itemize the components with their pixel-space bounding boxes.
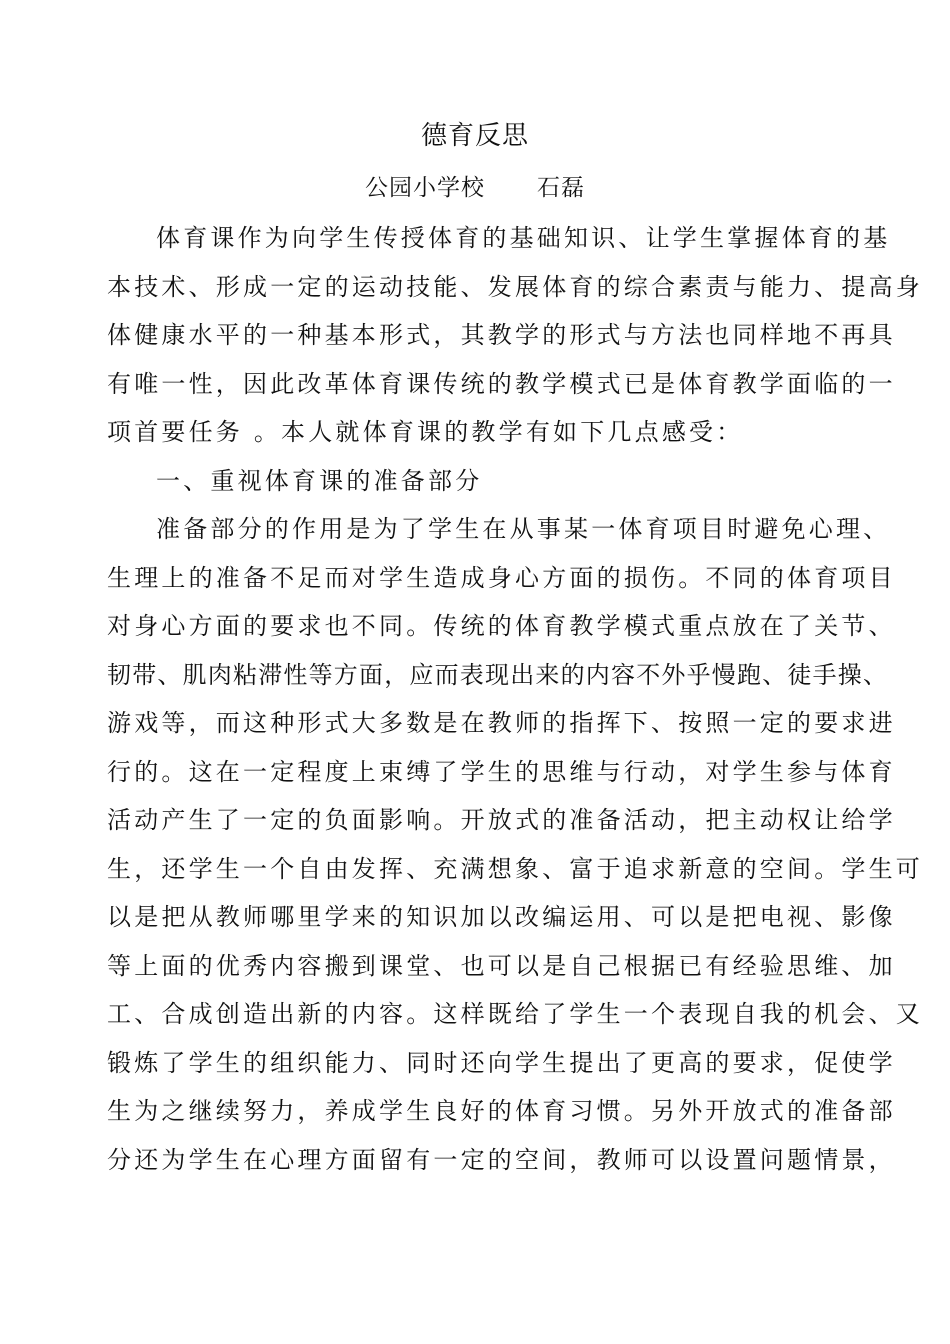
- text-line: 工、合成创造出新的内容。这样既给了学生一个表现自我的机会、又: [107, 1000, 923, 1028]
- text-line: 锻炼了学生的组织能力、同时还向学生提出了更高的要求，促使学: [107, 1048, 896, 1077]
- document-title: 德育反思: [420, 121, 529, 151]
- document-body: [107, 214, 923, 1184]
- text-line: 体健康水平的一种基本形式，其教学的形式与方法也同样地不再具: [107, 321, 896, 349]
- section-heading: 一、重视体育课的准备部分: [156, 466, 483, 495]
- text-line: 分还为学生在心理方面留有一定的空间，教师可以设置问题情景，: [107, 1145, 896, 1174]
- text-line: 行的。这在一定程度上束缚了学生的思维与行动，对学生参与体育: [107, 757, 896, 786]
- text-line: 体育课作为向学生传授体育的基础知识、让学生掌握体育的基: [156, 224, 891, 252]
- text-line: 生，还学生一个自由发挥、充满想象、富于追求新意的空间。学生可: [107, 854, 923, 883]
- text-line: 韧带、肌肉粘滞性等方面，应而表现出来的内容不外乎慢跑、徒手操、: [107, 660, 889, 689]
- author-line: [0, 164, 950, 212]
- text-line: 项首要任务 。本人就体育课的教学有如下几点感受：: [107, 418, 744, 446]
- text-line: 活动产生了一定的负面影响。开放式的准备活动，把主动权让给学: [107, 806, 896, 834]
- text-line: 本技术、形成一定的运动技能、发展体育的综合素责与能力、提高身: [107, 272, 923, 301]
- text-line: 等上面的优秀内容搬到课堂、也可以是自己根据已有经验思维、加: [107, 951, 896, 980]
- author-name: 石磊: [537, 175, 585, 201]
- text-line: 对身心方面的要求也不同。传统的体育教学模式重点放在了关节、: [107, 612, 896, 640]
- text-line: 游戏等，而这种形式大多数是在教师的指挥下、按照一定的要求进: [107, 709, 896, 737]
- text-line: 有唯一性，因此改革体育课传统的教学模式已是体育教学面临的一: [107, 369, 896, 398]
- text-line: 准备部分的作用是为了学生在从事某一体育项目时避免心理、: [156, 515, 891, 543]
- text-line: 生为之继续努力，养成学生良好的体育习惯。另外开放式的准备部: [107, 1097, 896, 1125]
- text-line: 生理上的准备不足而对学生造成身心方面的损伤。不同的体育项目: [107, 563, 896, 592]
- text-line: 以是把从教师哪里学来的知识加以改编运用、可以是把电视、影像: [107, 903, 896, 931]
- school-name: 公园小学校: [365, 175, 485, 201]
